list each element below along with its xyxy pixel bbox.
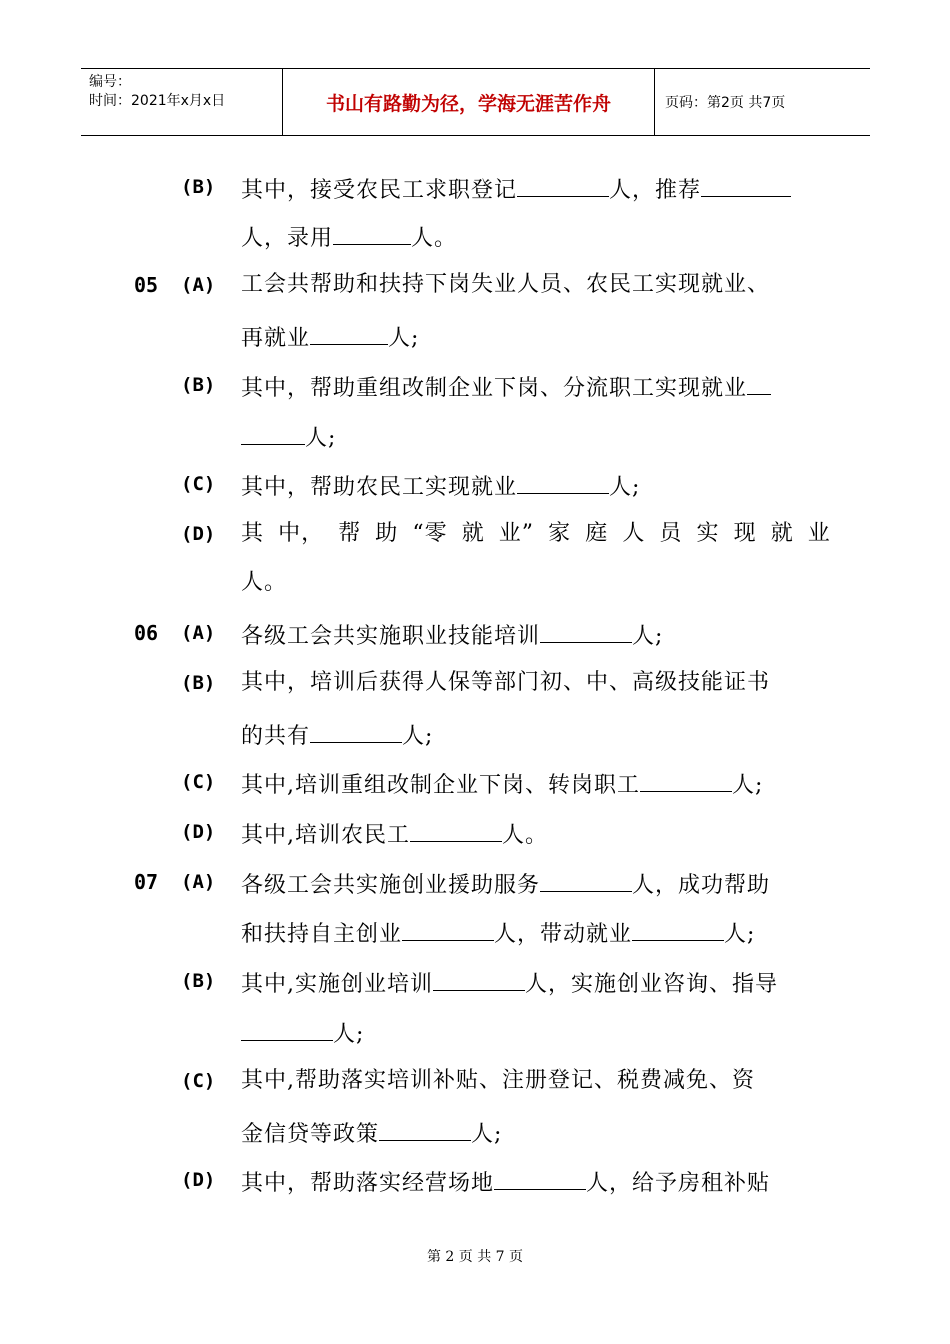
blank-field (402, 916, 494, 941)
blank-field (310, 320, 388, 345)
blank-field (241, 1016, 333, 1041)
text-line: 的共有 人; (241, 718, 433, 752)
option-label: (B) (181, 672, 216, 694)
text-line: 人。 (241, 570, 288, 595)
text-line: 各级工会共实施创业援助服务 人，成功帮助 (241, 867, 770, 901)
text-line: 人; (241, 420, 336, 454)
text-line: 其中,帮助落实培训补贴、注册登记、税费减免、资 (241, 1068, 755, 1093)
text-line-justified: 其 中， 帮 助 “零 就 业” 家 庭 人 员 实 现 就 业 (241, 521, 831, 546)
page-footer: 第 2 页 共 7 页 (426, 1249, 524, 1265)
header-page-label: 页码：第2页 共7页 (665, 95, 786, 111)
text-line: 其中,培训农民工 人。 (241, 817, 548, 851)
text-line: 工会共帮助和扶持下岗失业人员、农民工实现就业、 (241, 272, 771, 297)
text-line: 其中，培训后获得人保等部门初、中、高级技能证书 (241, 670, 771, 695)
header-meta (81, 69, 283, 135)
option-label: (B) (181, 176, 216, 198)
text-line: 人，录用 人。 (241, 220, 457, 254)
blank-field (494, 1165, 586, 1190)
option-label: (C) (181, 771, 216, 793)
page-header (81, 68, 870, 136)
text-line: 再就业 人; (241, 320, 419, 354)
blank-field (433, 966, 525, 991)
text-line: 金信贷等政策 人; (241, 1116, 502, 1150)
blank-field (410, 817, 502, 842)
text-line: 其中，帮助重组改制企业下岗、分流职工实现就业 (241, 370, 771, 404)
text-line: 其中，帮助落实经营场地 人，给予房租补贴 (241, 1165, 770, 1199)
blank-field (640, 767, 732, 792)
item-number: 06 (134, 621, 159, 645)
blank-field (540, 867, 632, 892)
text-line: 各级工会共实施职业技能培训 人; (241, 618, 663, 652)
text-line: 其中,实施创业培训 人，实施创业咨询、指导 (241, 966, 778, 1000)
date-label: 时间：2021年x月x日 (89, 93, 226, 109)
item-number: 05 (134, 273, 159, 297)
option-label: (A) (181, 274, 216, 296)
blank-field (379, 1116, 471, 1141)
blank-field (517, 172, 609, 197)
option-label: (C) (181, 473, 216, 495)
header-motto: 书山有路勤为径，学海无涯苦作舟 (283, 69, 655, 135)
blank-field (333, 220, 411, 245)
blank-field (701, 172, 791, 197)
option-label: (A) (181, 622, 216, 644)
blank-field (241, 420, 305, 445)
blank-field (517, 469, 609, 494)
text-line: 和扶持自主创业 人，带动就业 人; (241, 916, 755, 950)
blank-field (747, 370, 771, 395)
blank-field (310, 718, 402, 743)
option-label: (D) (181, 1169, 216, 1191)
option-label: (D) (181, 821, 216, 843)
option-label: (B) (181, 970, 216, 992)
blank-field (632, 916, 724, 941)
text-line: 其中,培训重组改制企业下岗、转岗职工 人; (241, 767, 763, 801)
option-label: (B) (181, 374, 216, 396)
text-line: 人; (241, 1016, 364, 1050)
text-line: 其中，帮助农民工实现就业 人; (241, 469, 640, 503)
option-label: (A) (181, 871, 216, 893)
option-label: (C) (181, 1070, 216, 1092)
option-label: (D) (181, 523, 216, 545)
text-line: 其中，接受农民工求职登记 人，推荐 (241, 172, 791, 206)
item-number: 07 (134, 870, 159, 894)
code-label: 编号： (89, 74, 131, 90)
blank-field (540, 618, 632, 643)
